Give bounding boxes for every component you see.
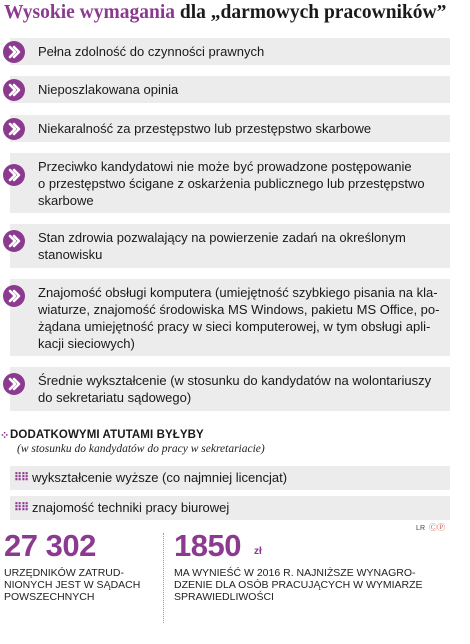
extra-item — [10, 496, 450, 520]
requirement-text: Stan zdrowia pozwalający na powierzenie zadań na określonym stanowisku — [38, 230, 406, 262]
requirement-item — [10, 279, 450, 356]
extras-heading — [0, 429, 204, 442]
credit — [416, 522, 445, 533]
requirement-item — [10, 367, 450, 411]
square-dots-icon: ⠿⠿ — [14, 502, 29, 514]
requirement-text: Średnie wykształcenie (w stosunku do kandydatów na wolontariuszy do sekretariatu sądowego) — [38, 373, 432, 405]
stat-value: 27 302 — [4, 528, 96, 563]
extra-text: wykształcenie wyższe (co najmniej licencjat) — [32, 470, 288, 485]
arrow-right-circle-icon — [3, 164, 25, 186]
extras-subtitle: (w stosunku do kandydatów do pracy w sekretariacie) — [17, 443, 265, 455]
extra-item — [10, 466, 450, 490]
extras-title: DODATKOWYMI ATUTAMI BYŁYBY — [10, 429, 204, 441]
square-dots-icon: ⠿⠿ — [14, 472, 29, 484]
requirement-text: Przeciwko kandydatowi nie może być prowadzone postępowanie o przestępstwo ścigane z oskarżenia publicznego lub przestępstwo skarbowe — [38, 158, 425, 208]
requirement-text: Pełna zdolność do czynności prawnych — [38, 44, 265, 59]
arrow-right-circle-icon — [3, 118, 25, 140]
requirement-item — [10, 224, 450, 268]
arrow-right-circle-icon — [3, 41, 25, 63]
stat-description: URZĘDNIKÓW ZATRUD- NIONYCH JEST W SĄDACH POWSZECHNYCH — [4, 567, 141, 603]
requirement-text: Niekaralność za przestępstwo lub przestępstwo skarbowe — [38, 121, 372, 136]
requirement-text: Znajomość obsługi komputera (umiejętność szybkiego pisania na kla- wiaturze, znajomość środowiska MS Windows, pakietu MS Office, po- żądana umiejętność pracy w sieci komputerowej, w tym obsługi apli- kacji sieciowych) — [38, 284, 440, 351]
arrow-right-circle-icon — [3, 285, 25, 307]
license-icon: ⒸⓅ — [429, 523, 445, 532]
requirement-text: Nieposzlakowana opinia — [38, 82, 179, 97]
extra-text: znajomość techniki pracy biurowej — [32, 500, 230, 515]
stat-description: MA WYNIEŚĆ W 2016 R. NAJNIŻSZE WYNAGRO- DZENIE DLA OSÓB PRACUJĄCYCH W WYMIARZE SPRAWIEDLIWOŚCI — [174, 567, 423, 603]
arrow-right-circle-icon — [3, 79, 25, 101]
dots-icon: ⁘ — [0, 430, 10, 442]
divider — [163, 533, 164, 623]
requirement-item — [10, 115, 450, 142]
page-title — [4, 0, 446, 26]
title-rest: dla „darmowych pracowników” — [175, 2, 447, 23]
arrow-right-circle-icon — [3, 373, 25, 395]
stat-value: 1850 — [174, 528, 241, 563]
requirement-item — [10, 153, 450, 213]
stat-unit: zł — [254, 546, 262, 557]
requirement-item — [10, 38, 450, 65]
arrow-right-circle-icon — [3, 230, 25, 252]
credit-author: LR — [416, 525, 425, 532]
requirement-item — [10, 76, 450, 103]
title-highlight: Wysokie wymagania — [4, 2, 175, 23]
